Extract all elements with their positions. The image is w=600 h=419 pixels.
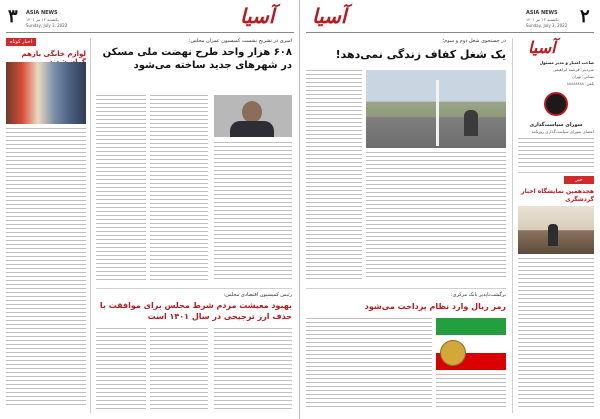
header-date-en: Sunday, July 3, 2022 bbox=[526, 23, 568, 28]
jobs-headline: یک شغل کفاف زندگی نمی‌دهد! bbox=[335, 48, 506, 61]
sidebar-photo bbox=[6, 62, 86, 124]
banking-text-left bbox=[306, 318, 432, 410]
masthead-line-4: تلفن: ۸۸۸۸۸۸۸۸ bbox=[566, 81, 594, 86]
banking-kicker: برگشت‌ناپذیر بانک مرکزی: bbox=[450, 292, 506, 298]
council-title: شورای سیاست‌گذاری bbox=[529, 122, 583, 128]
sidebar-headline: لوازم خانگی بازهم bbox=[21, 50, 86, 58]
housing-headline: ۶۰۸ هزار واحد طرح نهضت ملی مسکن در شهرهای جدید ساخته می‌شود bbox=[102, 47, 292, 71]
masthead-seal bbox=[544, 92, 568, 116]
housing-text-mid bbox=[150, 95, 208, 280]
sidebar-text bbox=[6, 128, 86, 408]
photo-figure bbox=[548, 224, 558, 246]
jobs-text-left bbox=[306, 70, 362, 280]
masthead-logo: آسیا bbox=[528, 38, 556, 57]
header-rule bbox=[6, 32, 294, 33]
photo-pole bbox=[436, 80, 439, 146]
livelihood-headline: بهبود معیشت مردم شرط مجلس برای موافقت با حذف ارز ترجیحی در سال ۱۴۰۱ است bbox=[99, 301, 292, 321]
coin bbox=[440, 340, 466, 366]
livelihood-text-right bbox=[214, 328, 292, 410]
portrait-body bbox=[230, 121, 274, 137]
masthead-line-2: سردبیر: فرشته ابراهیمی bbox=[552, 67, 594, 72]
bottom-right-headline: هجدهمین نمایشگاه اخبار گردشگری bbox=[521, 188, 594, 203]
portrait-head bbox=[242, 101, 262, 123]
logo: آسیا bbox=[240, 4, 275, 28]
header-date-en: Sunday, July 3, 2022 bbox=[26, 23, 68, 28]
masthead-line-1: صاحب امتیاز و مدیر مسئول bbox=[539, 60, 594, 65]
right-page bbox=[300, 0, 600, 419]
jobs-kicker: در جستجوی شغل دوم و سوم؛ bbox=[442, 38, 506, 44]
housing-text-left bbox=[96, 95, 146, 280]
council-text: اعضای شورای سیاست‌گذاری روزنامه bbox=[531, 129, 594, 134]
sidebar-tag: اخبار کوتاه bbox=[6, 38, 36, 46]
page-number: ۳ bbox=[8, 6, 18, 26]
bottom-right-photo bbox=[518, 206, 594, 254]
masthead-text bbox=[518, 138, 594, 168]
housing-text-right bbox=[214, 142, 292, 280]
masthead-line-3: نشانی: تهران bbox=[571, 74, 594, 79]
page-number: ۲ bbox=[580, 6, 590, 26]
livelihood-text-mid bbox=[150, 328, 208, 410]
brand-en: ASIA NEWS bbox=[26, 10, 58, 16]
header-date-fa: یکشنبه ۱۲ تیر ۱۴۰۱ bbox=[26, 17, 59, 22]
housing-photo bbox=[214, 95, 292, 137]
banking-photo bbox=[436, 318, 506, 370]
flag-green bbox=[436, 318, 506, 335]
bottom-right-tag: خبر bbox=[564, 176, 594, 184]
housing-kicker: امیری در تشریح نشست کمیسیون عمران مجلس: bbox=[188, 38, 292, 44]
photo-person bbox=[464, 110, 478, 136]
livelihood-kicker: رئیس کمیسیون اقتصادی مجلس: bbox=[223, 292, 292, 298]
livelihood-text-left bbox=[96, 328, 146, 410]
jobs-text-right bbox=[366, 152, 506, 280]
brand-en: ASIA NEWS bbox=[526, 10, 558, 16]
logo: آسیا bbox=[312, 4, 347, 28]
banking-headline: رمز ریال وارد نظام پرداخت می‌شود bbox=[364, 302, 506, 311]
header-date-fa: یکشنبه ۱۲ تیر ۱۴۰۱ bbox=[526, 17, 559, 22]
header-rule bbox=[306, 32, 594, 33]
bottom-right-text bbox=[518, 258, 594, 410]
banking-text-right bbox=[436, 374, 506, 410]
jobs-photo bbox=[366, 70, 506, 148]
